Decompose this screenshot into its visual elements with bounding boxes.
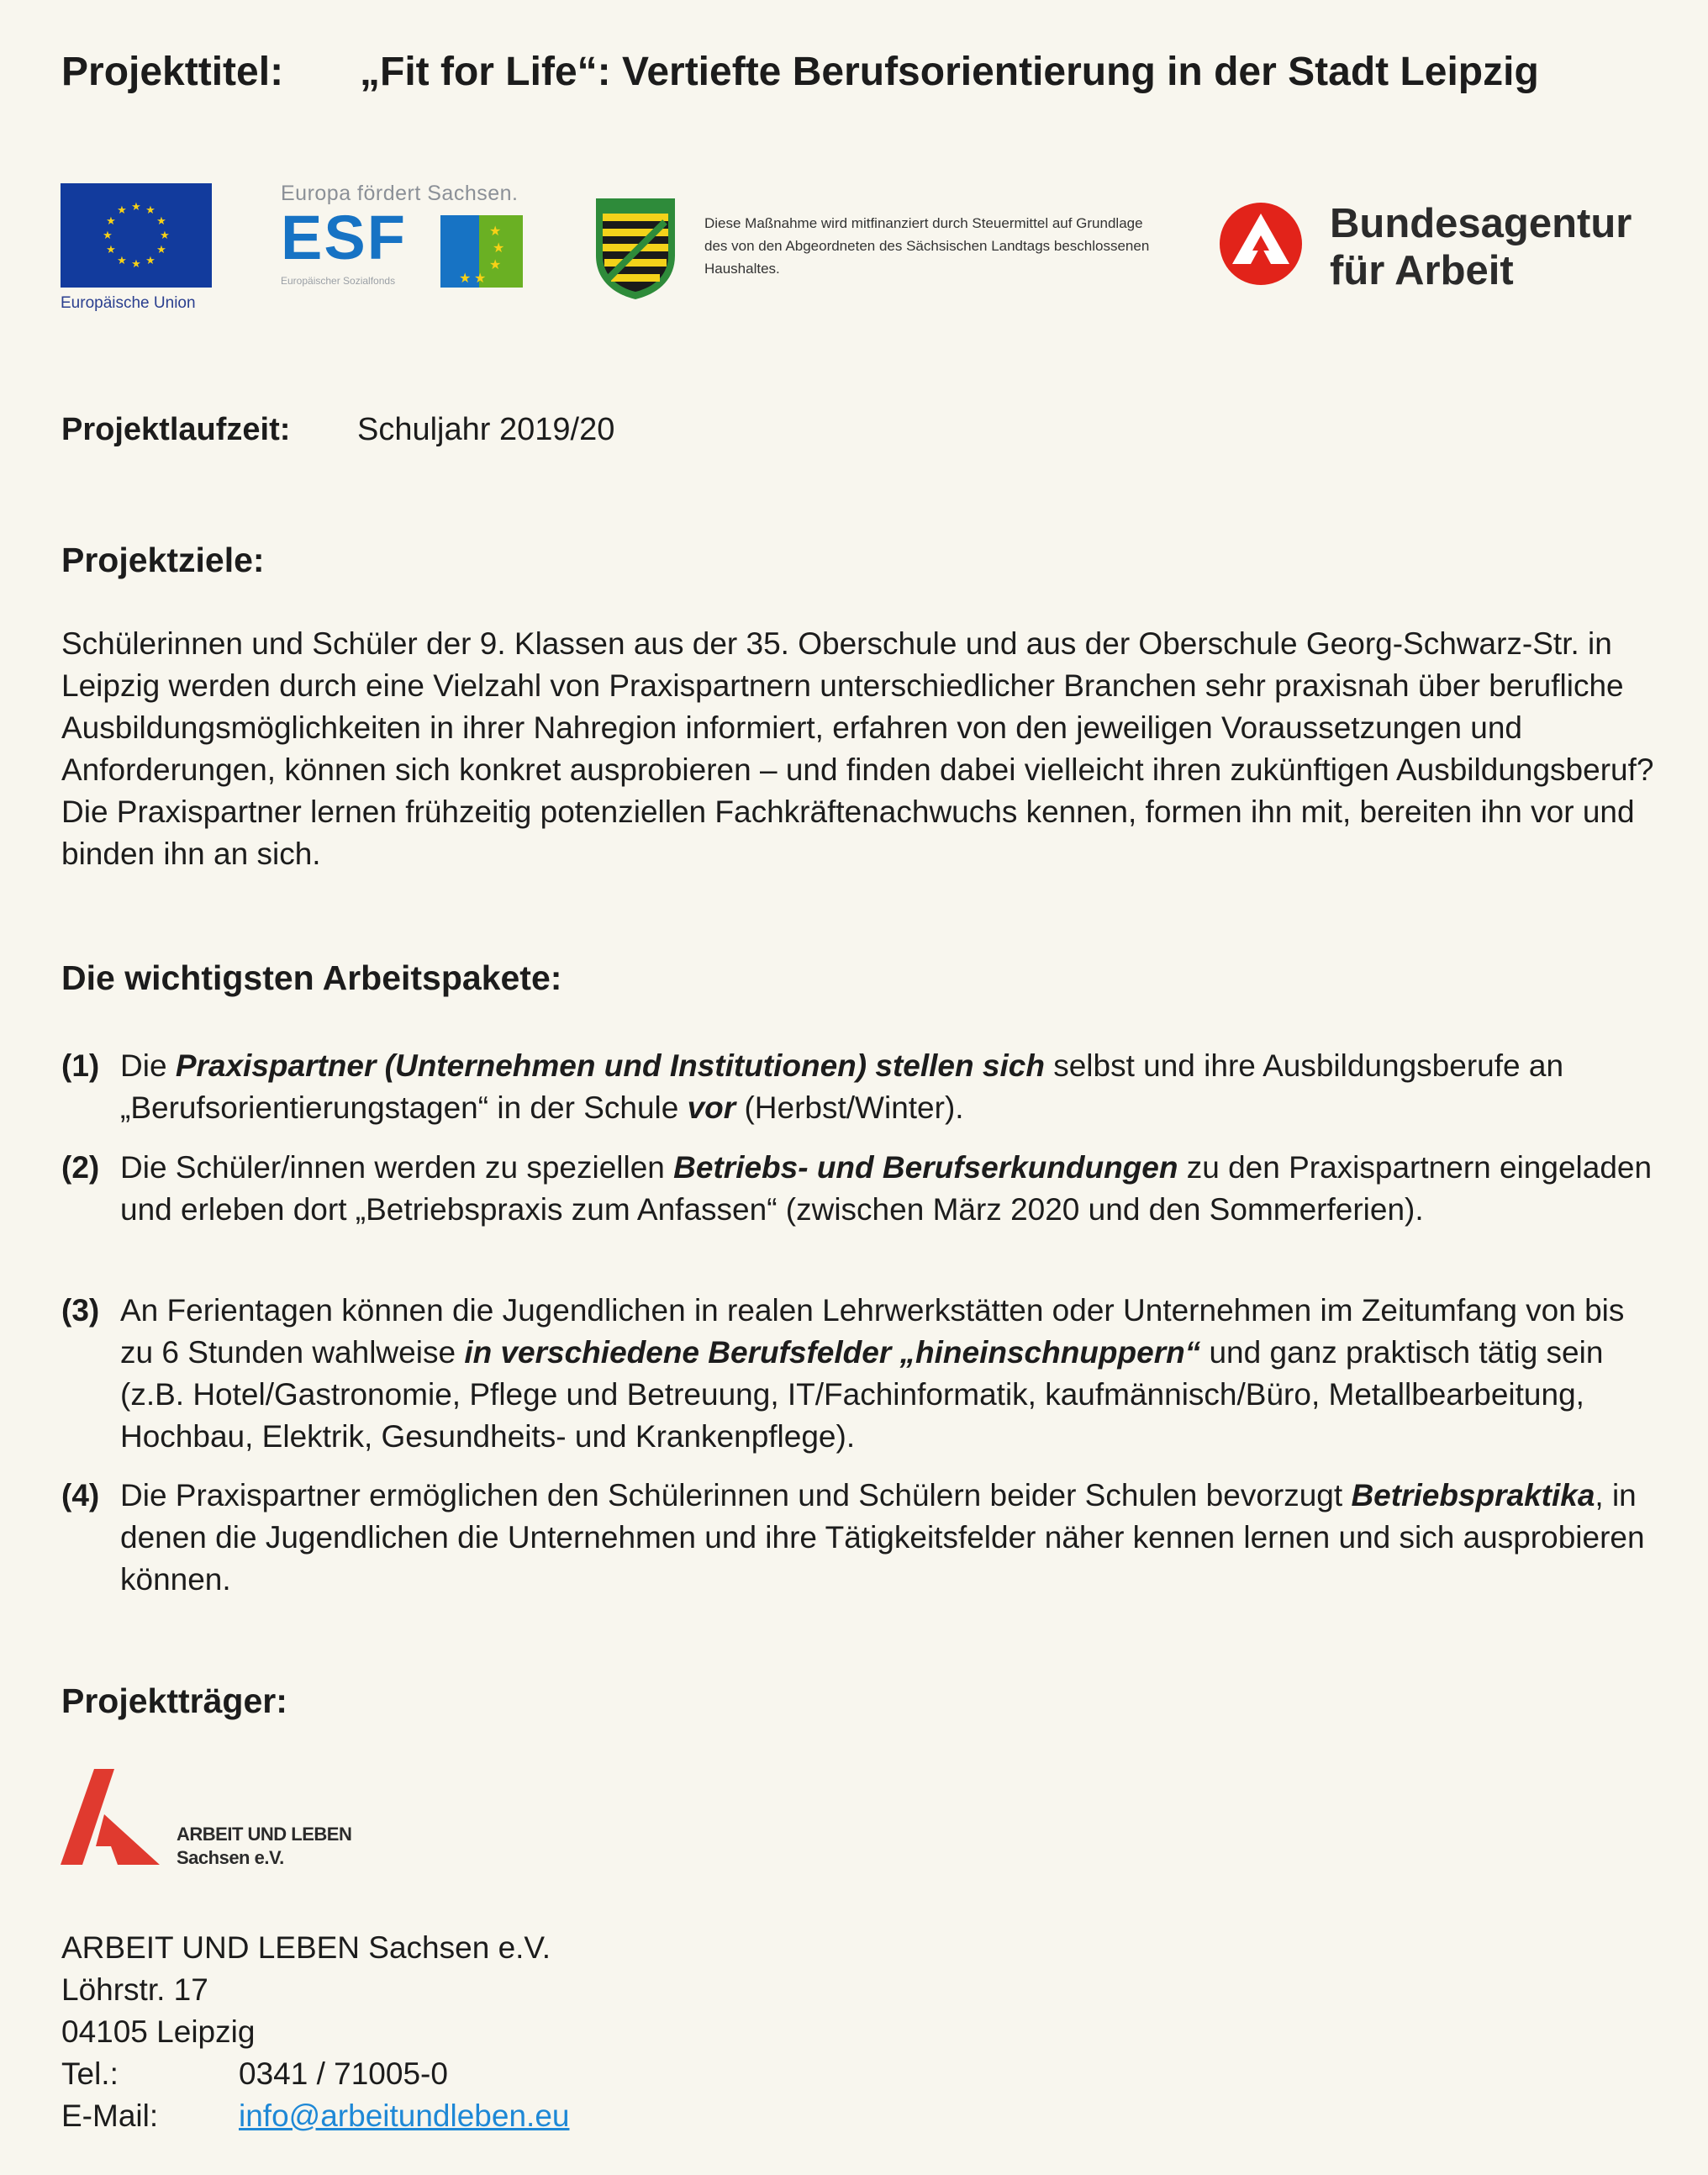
email-label: E-Mail: <box>61 2098 159 2133</box>
svg-text:★: ★ <box>117 255 127 267</box>
eu-stars-icon <box>61 183 212 288</box>
email-link[interactable]: info@arbeitundleben.eu <box>239 2098 570 2133</box>
arbeit-und-leben-logo-text <box>177 1823 351 1870</box>
svg-text:★: ★ <box>489 223 502 239</box>
svg-text:★: ★ <box>106 244 116 256</box>
goals-paragraph-2: Die Praxispartner lernen frühzeitig potenziellen Fachkräftenachwuchs kennen, formen ihn mit, bereiten ihn vor und binden ihn an sich. <box>61 795 1635 871</box>
package-text-part: Die Schüler/innen werden zu speziellen <box>120 1150 674 1185</box>
package-text-part: Die <box>120 1048 176 1083</box>
svg-text:★: ★ <box>156 244 166 256</box>
package-number: (3) <box>61 1293 100 1328</box>
goals-heading: Projektziele: <box>61 541 265 579</box>
carrier-name: ARBEIT UND LEBEN Sachsen e.V. <box>61 1930 551 1965</box>
runtime-label: Projektlaufzeit: <box>61 412 291 447</box>
package-emphasis: vor <box>687 1090 736 1125</box>
carrier-heading: Projektträger: <box>61 1681 287 1720</box>
tel-value: 0341 / 71005-0 <box>239 2056 448 2091</box>
package-text <box>120 1045 1658 1129</box>
svg-text:★: ★ <box>493 240 505 256</box>
eu-flag-logo <box>61 183 212 288</box>
work-package-4 <box>61 1475 1658 1601</box>
package-text <box>120 1290 1658 1458</box>
svg-text:★: ★ <box>103 230 113 242</box>
svg-text:★: ★ <box>117 204 127 217</box>
package-text <box>120 1147 1658 1231</box>
svg-text:★: ★ <box>474 270 487 286</box>
package-emphasis: Betriebspraktika <box>1351 1478 1595 1512</box>
esf-caption: Europäischer Sozialfonds <box>281 275 396 287</box>
svg-text:★: ★ <box>156 215 166 228</box>
svg-text:★: ★ <box>145 255 156 267</box>
package-text <box>120 1475 1658 1601</box>
saxony-coat-of-arms-icon <box>593 197 678 301</box>
svg-text:★: ★ <box>459 270 472 286</box>
package-number: (2) <box>61 1150 100 1185</box>
svg-text:★: ★ <box>145 204 156 217</box>
package-text-part: Die Praxispartner ermöglichen den Schülerinnen und Schülern beider Schulen bevorzugt <box>120 1478 1352 1512</box>
runtime-value: Schuljahr 2019/20 <box>357 412 615 447</box>
project-title: „Fit for Life“: Vertiefte Berufsorientierung in der Stadt Leipzig <box>360 50 1539 94</box>
package-text-part: und ganz praktisch tätig sein (z.B. Hotel/Gastronomie, Pflege und Betreuung, IT/Fachinformatik, kaufmännisch/Büro, Metallbearbeitung, Hochbau, Elektrik, Gesundheits- und Krankenpflege). <box>120 1335 1604 1454</box>
tel-label: Tel.: <box>61 2056 119 2091</box>
svg-text:★: ★ <box>106 215 116 228</box>
work-package-1 <box>61 1045 1658 1129</box>
ba-line2: für Arbeit <box>1330 248 1514 293</box>
svg-text:★: ★ <box>489 256 502 272</box>
bundesagentur-logo-icon <box>1219 202 1303 286</box>
aul-logo-line1: ARBEIT UND LEBEN <box>177 1824 352 1845</box>
ba-line1: Bundesagentur <box>1330 201 1632 246</box>
package-text-part: (Herbst/Winter). <box>735 1090 964 1125</box>
esf-flag-icon <box>440 215 523 288</box>
esf-logo-word: ESF <box>281 203 407 272</box>
aul-logo-line2: Sachsen e.V. <box>177 1847 284 1868</box>
package-number: (4) <box>61 1478 100 1512</box>
arbeit-und-leben-logo-icon <box>59 1766 161 1868</box>
package-text-part: selbst und ihre Ausbildungsberufe an „Berufsorientierungstagen“ in der Schule <box>120 1048 1564 1125</box>
bundesagentur-name <box>1330 200 1632 294</box>
packages-heading: Die wichtigsten Arbeitspakete: <box>61 958 562 997</box>
package-emphasis: Praxispartner (Unternehmen und Institutionen) stellen sich <box>175 1048 1045 1083</box>
package-emphasis: Betriebs- und Berufserkundungen <box>673 1150 1178 1185</box>
carrier-street: Löhrstr. 17 <box>61 1972 208 2007</box>
title-label: Projekttitel: <box>61 50 284 94</box>
work-package-2 <box>61 1147 1658 1231</box>
package-text-part: An Ferientagen können die Jugendlichen in realen Lehrwerkstätten oder Unternehmen im Zeitumfang von bis zu 6 Stunden wahlweise <box>120 1293 1625 1370</box>
goals-text <box>61 623 1658 875</box>
package-emphasis: in verschiedene Berufsfelder „hineinschnuppern“ <box>464 1335 1201 1370</box>
esf-tagline: Europa fördert Sachsen. <box>281 182 519 205</box>
work-package-3 <box>61 1290 1658 1458</box>
package-text-part: zu den Praxispartnern eingeladen und erleben dort „Betriebspraxis zum Anfassen“ (zwischen März 2020 und den Sommerferien). <box>120 1150 1653 1227</box>
eu-caption: Europäische Union <box>61 294 196 312</box>
carrier-city: 04105 Leipzig <box>61 2014 256 2049</box>
package-text-part: , in denen die Jugendlichen die Unternehmen und ihre Tätigkeitsfelder näher kennen lernen und sich ausprobieren können. <box>120 1478 1645 1597</box>
svg-text:★: ★ <box>160 230 170 242</box>
package-number: (1) <box>61 1048 100 1083</box>
goals-paragraph-1: Schülerinnen und Schüler der 9. Klassen aus der 35. Oberschule und aus der Oberschule Georg-Schwarz-Str. in Leipzig werden durch eine Vielzahl von Praxispartnern unterschiedlicher Branchen sehr praxisnah über berufliche Ausbildungsmöglichkeiten in ihrer Nahregion informiert, erfahren von den jeweiligen Voraussetzungen und Anforderungen, können sich konkret ausprobieren – und finden dabei vielleicht ihren zukünftigen Ausbildungsberuf? <box>61 626 1654 787</box>
funding-note: Diese Maßnahme wird mitfinanziert durch Steuermittel auf Grundlage des von den Abgeordneten des Sächsischen Landtags beschlossenen Haushaltes. <box>704 215 1150 277</box>
svg-text:★: ★ <box>131 201 141 214</box>
svg-text:★: ★ <box>131 258 141 271</box>
